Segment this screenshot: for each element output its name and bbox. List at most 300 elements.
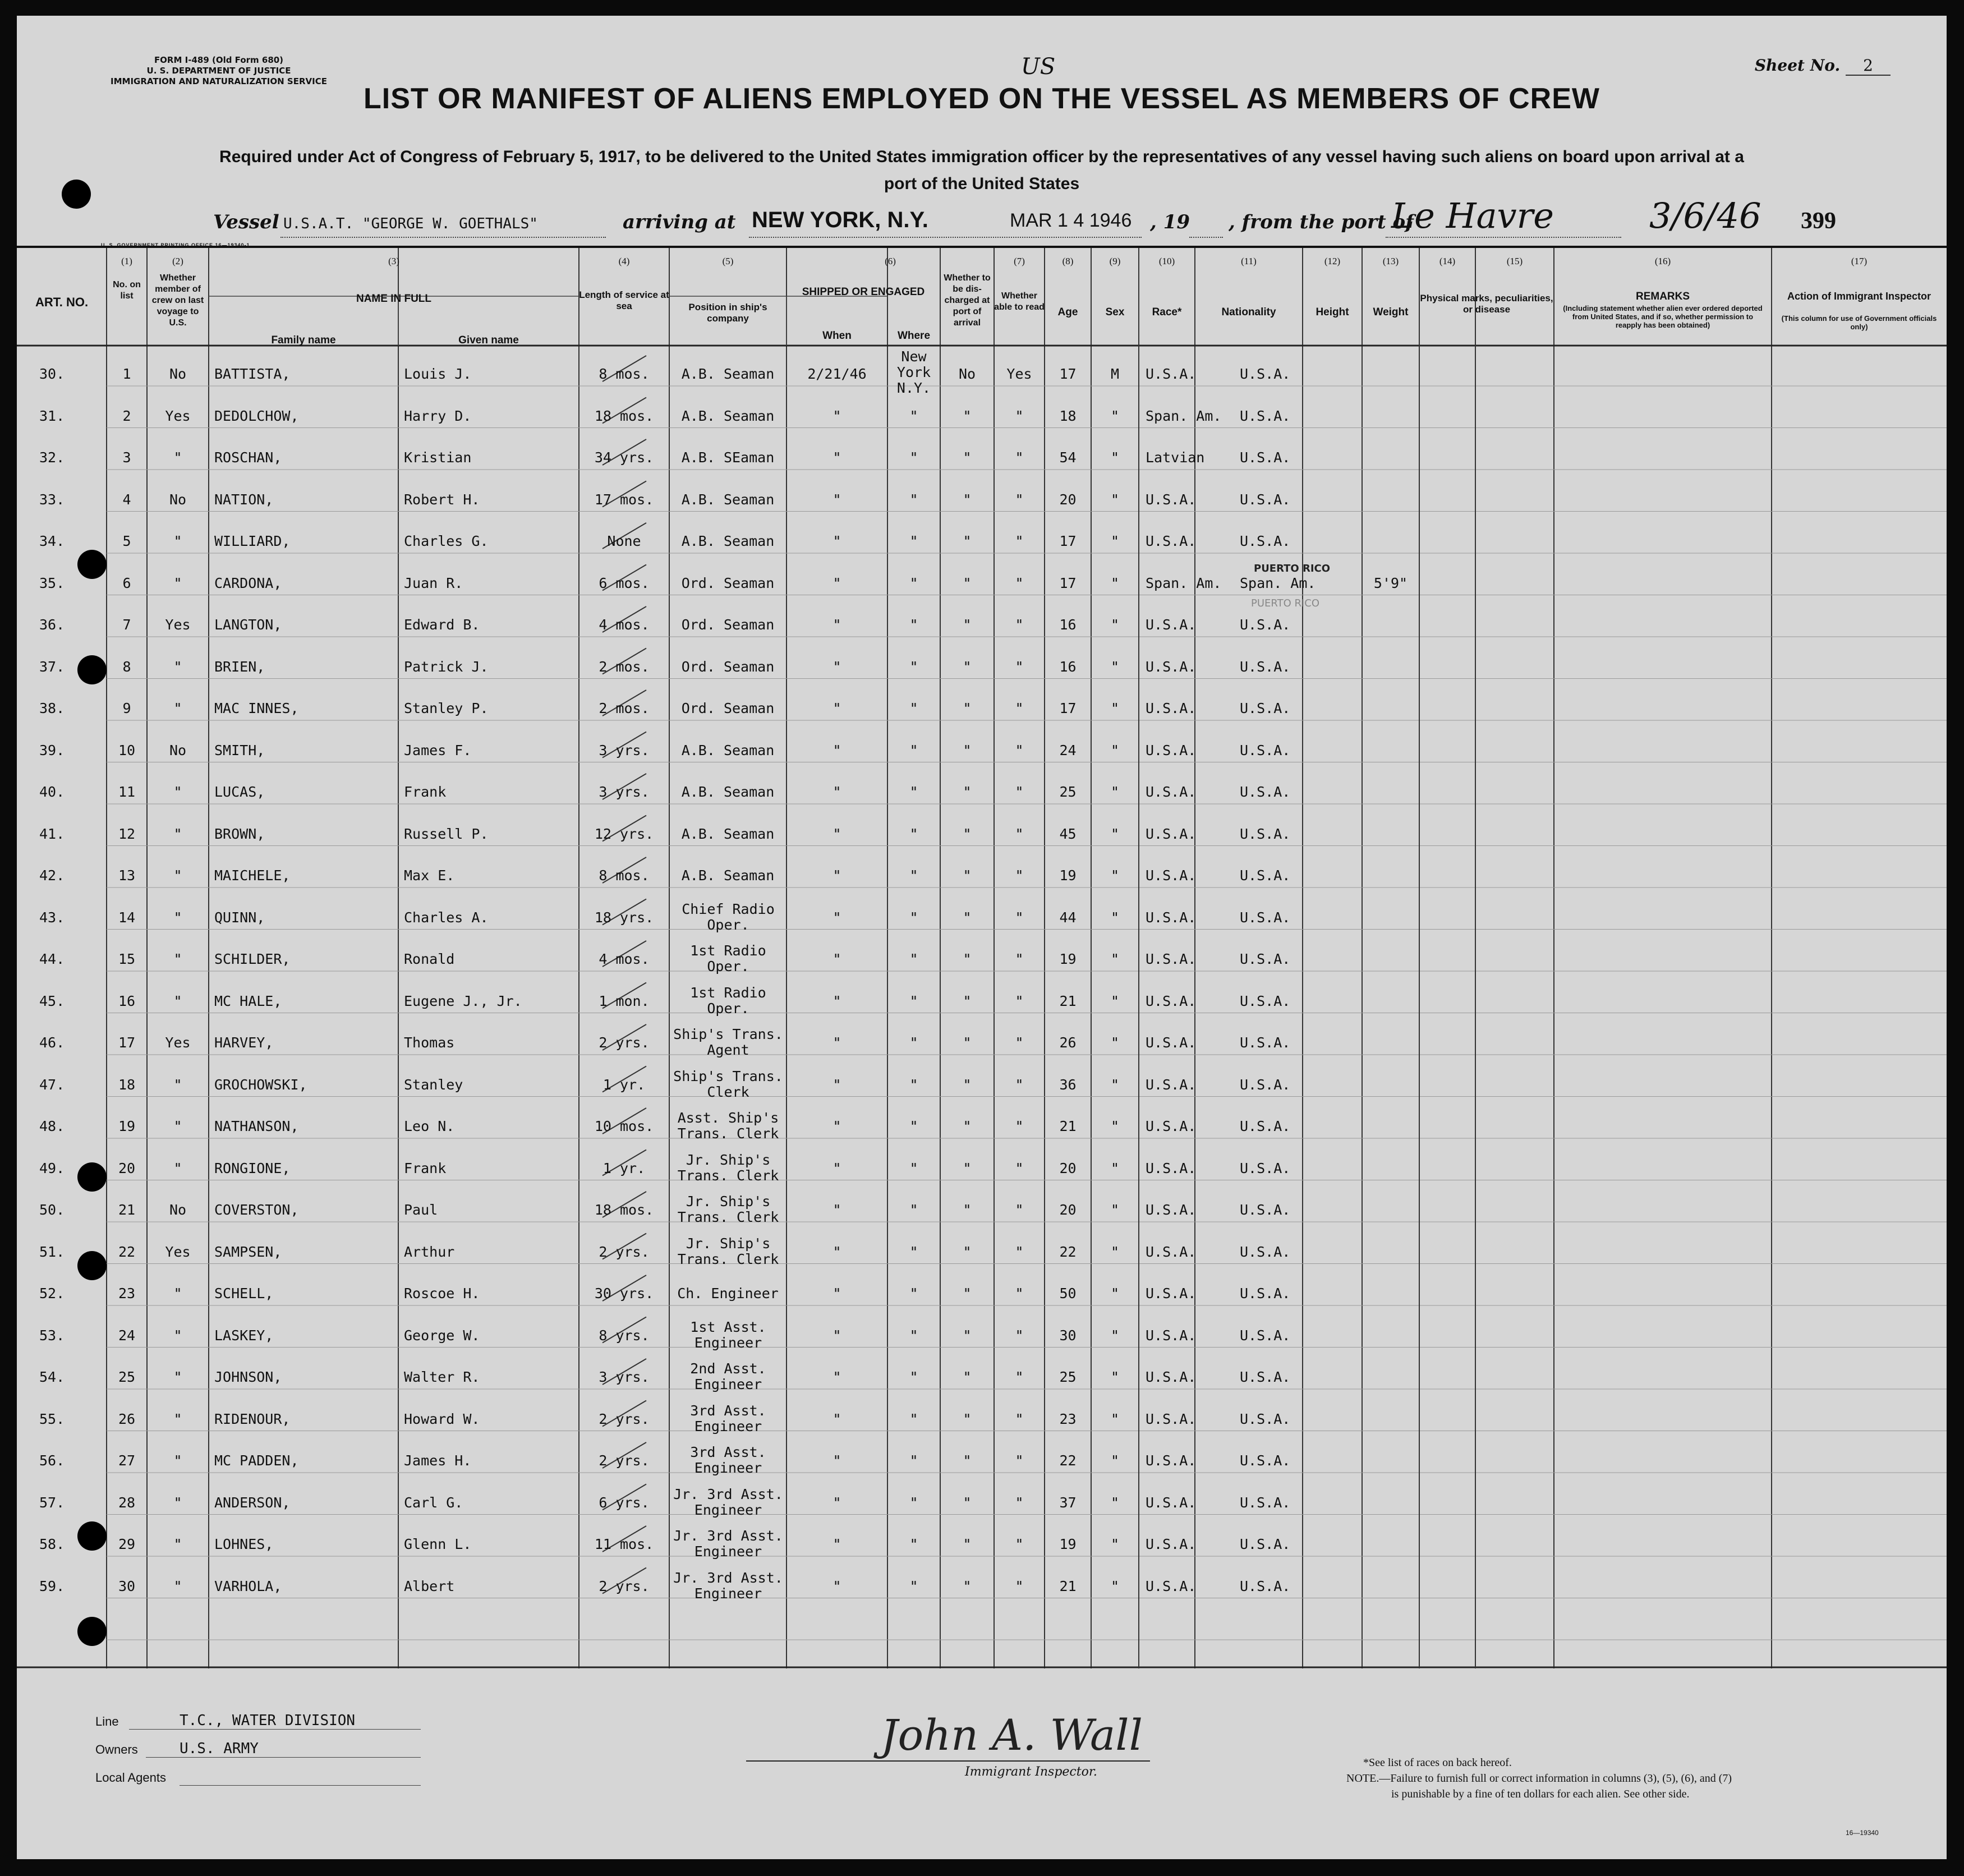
position-in-company: 2nd Asst. Engineer — [690, 1360, 766, 1392]
race-value: U.S.A. — [1146, 1536, 1197, 1552]
able-to-read-value: " — [1015, 1452, 1024, 1469]
shipped-when: " — [832, 1536, 841, 1552]
sex-value: " — [1110, 1410, 1120, 1427]
art-number: 44. — [39, 951, 65, 967]
list-number: 28 — [118, 1494, 136, 1511]
sex-value: " — [1110, 825, 1120, 842]
family-name: VARHOLA, — [214, 1578, 282, 1594]
given-name: Louis J. — [404, 366, 472, 382]
discharged-value: " — [963, 449, 972, 466]
race-value: U.S.A. — [1146, 867, 1197, 884]
sex-value: " — [1110, 909, 1120, 926]
list-number: 3 — [122, 449, 131, 466]
column-number: (3) — [388, 256, 399, 266]
race-value: U.S.A. — [1146, 366, 1197, 382]
position-in-company: A.B. Seaman — [681, 491, 775, 508]
family-name: ROSCHAN, — [214, 449, 282, 466]
manifest-number: 399 — [1801, 208, 1836, 234]
shipped-where: " — [909, 1410, 918, 1427]
service-length: 18 yrs. — [594, 909, 654, 926]
header-when: When — [822, 330, 852, 342]
nationality-value: U.S.A. — [1240, 1410, 1291, 1427]
race-value: U.S.A. — [1146, 1410, 1197, 1427]
art-number: 46. — [39, 1034, 65, 1051]
age-value: 21 — [1059, 1578, 1077, 1594]
discharged-value: " — [963, 533, 972, 549]
shipped-when: " — [832, 1202, 841, 1218]
family-name: HARVEY, — [214, 1034, 274, 1051]
able-to-read-value: " — [1015, 1160, 1024, 1176]
shipped-when: " — [832, 1160, 841, 1176]
handwritten-date: 3/6/46 — [1649, 195, 1761, 236]
discharged-value: " — [963, 1536, 972, 1552]
list-number: 30 — [118, 1578, 136, 1594]
shipped-when: " — [832, 992, 841, 1009]
age-value: 21 — [1059, 992, 1077, 1009]
art-number: 40. — [39, 784, 65, 800]
given-name: George W. — [404, 1327, 480, 1344]
discharged-value: " — [963, 1243, 972, 1260]
race-value: U.S.A. — [1146, 909, 1197, 926]
sex-value: " — [1110, 533, 1120, 549]
owners-label: Owners — [95, 1742, 138, 1757]
service-length: 6 mos. — [599, 574, 650, 591]
nationality-value: U.S.A. — [1240, 366, 1291, 382]
sex-value: " — [1110, 1452, 1120, 1469]
last-voyage-value: No — [169, 742, 187, 758]
last-voyage-value: " — [173, 867, 182, 884]
nationality-value: U.S.A. — [1240, 1285, 1291, 1302]
art-number: 35. — [39, 574, 65, 591]
nationality-value: U.S.A. — [1240, 449, 1291, 466]
nationality-value: U.S.A. — [1240, 951, 1291, 967]
shipped-where: " — [909, 658, 918, 675]
race-value: U.S.A. — [1146, 1369, 1197, 1385]
shipped-where: " — [909, 1076, 918, 1093]
race-value: U.S.A. — [1146, 1118, 1197, 1134]
last-voyage-value: Yes — [165, 407, 191, 424]
family-name: LOHNES, — [214, 1536, 274, 1552]
race-value: U.S.A. — [1146, 992, 1197, 1009]
last-voyage-value: " — [173, 1452, 182, 1469]
punch-hole — [77, 1251, 107, 1280]
position-in-company: Ord. Seaman — [681, 574, 775, 591]
shipped-where: " — [909, 1452, 918, 1469]
header-given-name: Given name — [458, 334, 519, 346]
age-value: 17 — [1059, 533, 1077, 549]
shipped-where: " — [909, 1327, 918, 1344]
arrival-date-stamp: MAR 1 4 1946 — [1010, 210, 1132, 231]
service-length: 8 mos. — [599, 867, 650, 884]
sex-value: " — [1110, 1369, 1120, 1385]
family-name: SMITH, — [214, 742, 265, 758]
position-in-company: Jr. Ship's Trans. Clerk — [677, 1193, 779, 1225]
shipped-where: " — [909, 825, 918, 842]
given-name: Albert — [404, 1578, 455, 1594]
service-length: None — [607, 533, 641, 549]
last-voyage-value: No — [169, 1202, 187, 1218]
column-number: (14) — [1439, 256, 1456, 266]
list-number: 17 — [118, 1034, 136, 1051]
shipped-where: " — [909, 1578, 918, 1594]
list-number: 27 — [118, 1452, 136, 1469]
inspector-signature: John A. Wall — [881, 1710, 1143, 1760]
age-value: 19 — [1059, 951, 1077, 967]
given-name: Edward B. — [404, 617, 480, 633]
able-to-read-value: " — [1015, 1285, 1024, 1302]
given-name: Patrick J. — [404, 658, 489, 675]
discharged-value: " — [963, 407, 972, 424]
able-to-read-value: " — [1015, 449, 1024, 466]
shipped-where: " — [909, 1536, 918, 1552]
shipped-when: " — [832, 1578, 841, 1594]
list-number: 1 — [122, 366, 131, 382]
able-to-read-value: " — [1015, 574, 1024, 591]
given-name: Charles G. — [404, 533, 489, 549]
shipped-when: " — [832, 658, 841, 675]
service-length: 8 mos. — [599, 366, 650, 382]
nationality-value: U.S.A. — [1240, 617, 1291, 633]
position-in-company: A.B. Seaman — [681, 366, 775, 382]
header-art-no: ART. NO. — [35, 295, 89, 309]
service-length: 1 mon. — [599, 992, 650, 1009]
race-value: Span. Am. — [1146, 574, 1222, 591]
discharged-value: No — [958, 366, 976, 382]
able-to-read-value: " — [1015, 1494, 1024, 1511]
given-name: Max E. — [404, 867, 455, 884]
last-voyage-value: No — [169, 491, 187, 508]
position-in-company: Jr. Ship's Trans. Clerk — [677, 1235, 779, 1267]
subtitle-line-2: port of the United States — [884, 174, 1080, 193]
service-length: 1 yr. — [602, 1160, 646, 1176]
header-family-name: Family name — [271, 334, 336, 346]
header-nationality: Nationality — [1221, 306, 1276, 318]
discharged-value: " — [963, 825, 972, 842]
nationality-value: U.S.A. — [1240, 1076, 1291, 1093]
nationality-value: U.S.A. — [1240, 491, 1291, 508]
able-to-read-value: " — [1015, 700, 1024, 716]
race-value: U.S.A. — [1146, 617, 1197, 633]
given-name: Arthur — [404, 1243, 455, 1260]
discharged-value: " — [963, 1118, 972, 1134]
art-number: 45. — [39, 992, 65, 1009]
given-name: Carl G. — [404, 1494, 463, 1511]
race-value: Latvian — [1146, 449, 1205, 466]
last-voyage-value: " — [173, 825, 182, 842]
list-number: 10 — [118, 742, 136, 758]
art-number: 41. — [39, 825, 65, 842]
discharged-value: " — [963, 700, 972, 716]
from-port-label: , from the port of — [1229, 211, 1414, 233]
header-remarks: REMARKS — [1635, 291, 1690, 302]
discharged-value: " — [963, 1410, 972, 1427]
shipped-when: " — [832, 617, 841, 633]
position-in-company: Jr. 3rd Asst. Engineer — [673, 1569, 783, 1602]
shipped-where: " — [909, 1494, 918, 1511]
discharged-value: " — [963, 658, 972, 675]
list-number: 23 — [118, 1285, 136, 1302]
header-able-to-read: Whether able to read — [994, 291, 1045, 312]
art-number: 57. — [39, 1494, 65, 1511]
position-in-company: 1st Asst. Engineer — [690, 1318, 766, 1351]
signature-rule — [746, 1760, 1150, 1762]
able-to-read-value: " — [1015, 1536, 1024, 1552]
punch-hole — [77, 1521, 107, 1551]
given-name: Robert H. — [404, 491, 480, 508]
footnote-line-1: *See list of races on back hereof. — [1363, 1757, 1512, 1769]
art-number: 51. — [39, 1243, 65, 1260]
discharged-value: " — [963, 1452, 972, 1469]
discharged-value: " — [963, 617, 972, 633]
discharged-value: " — [963, 992, 972, 1009]
last-voyage-value: " — [173, 533, 182, 549]
given-name: Stanley — [404, 1076, 463, 1093]
given-name: James F. — [404, 742, 472, 758]
given-name: Ronald — [404, 951, 455, 967]
list-number: 7 — [122, 617, 131, 633]
art-number: 38. — [39, 700, 65, 716]
list-number: 26 — [118, 1410, 136, 1427]
sex-value: " — [1110, 992, 1120, 1009]
shipped-where: " — [909, 617, 918, 633]
nationality-value: U.S.A. — [1240, 700, 1291, 716]
discharged-value: " — [963, 1034, 972, 1051]
service-length: 3 yrs. — [599, 1369, 650, 1385]
family-name: SAMPSEN, — [214, 1243, 282, 1260]
shipped-where: " — [909, 742, 918, 758]
race-value: U.S.A. — [1146, 1076, 1197, 1093]
position-in-company: A.B. Seaman — [681, 742, 775, 758]
position-in-company: 3rd Asst. Engineer — [690, 1402, 766, 1434]
service-length: 18 mos. — [594, 407, 654, 424]
family-name: WILLIARD, — [214, 533, 291, 549]
punch-hole — [62, 180, 91, 209]
column-number: (17) — [1851, 256, 1868, 266]
service-length: 2 yrs. — [599, 1452, 650, 1469]
family-name: MAC INNES, — [214, 700, 299, 716]
family-name: COVERSTON, — [214, 1202, 299, 1218]
sex-value: " — [1110, 574, 1120, 591]
able-to-read-value: " — [1015, 1034, 1024, 1051]
art-number: 42. — [39, 867, 65, 884]
race-value: U.S.A. — [1146, 1578, 1197, 1594]
sex-value: " — [1110, 951, 1120, 967]
list-number: 6 — [122, 574, 131, 591]
age-value: 22 — [1059, 1452, 1077, 1469]
last-voyage-value: " — [173, 1536, 182, 1552]
list-number: 16 — [118, 992, 136, 1009]
art-number: 33. — [39, 491, 65, 508]
able-to-read-value: " — [1015, 1202, 1024, 1218]
discharged-value: " — [963, 1494, 972, 1511]
shipped-where: " — [909, 491, 918, 508]
header-race: Race* — [1152, 306, 1182, 318]
header-height: Height — [1316, 306, 1349, 318]
discharged-value: " — [963, 1285, 972, 1302]
column-number: (4) — [618, 256, 630, 266]
age-value: 25 — [1059, 1369, 1077, 1385]
column-number: (11) — [1241, 256, 1257, 266]
art-number: 39. — [39, 742, 65, 758]
line-value: T.C., WATER DIVISION — [180, 1712, 356, 1729]
art-number: 36. — [39, 617, 65, 633]
art-number: 47. — [39, 1076, 65, 1093]
able-to-read-value: " — [1015, 1410, 1024, 1427]
page-subtitle — [118, 144, 1846, 197]
service-length: 30 yrs. — [594, 1285, 654, 1302]
from-port-value: Le Havre — [1391, 195, 1554, 236]
position-in-company: A.B. SEaman — [681, 449, 775, 466]
age-value: 45 — [1059, 825, 1077, 842]
able-to-read-value: " — [1015, 1369, 1024, 1385]
last-voyage-value: Yes — [165, 1034, 191, 1051]
art-number: 32. — [39, 449, 65, 466]
family-name: MC PADDEN, — [214, 1452, 299, 1469]
header-no-on-list: No. on list — [113, 280, 141, 301]
given-name: Juan R. — [404, 574, 463, 591]
shipped-when: " — [832, 1243, 841, 1260]
given-name: Walter R. — [404, 1369, 480, 1385]
given-name: Glenn L. — [404, 1536, 472, 1552]
race-value: U.S.A. — [1146, 1327, 1197, 1344]
nationality-value: U.S.A. — [1240, 658, 1291, 675]
vessel-label: Vessel — [213, 211, 279, 233]
list-number: 19 — [118, 1118, 136, 1134]
family-name: MC HALE, — [214, 992, 282, 1009]
nationality-value: U.S.A. — [1240, 1118, 1291, 1134]
age-value: 20 — [1059, 1160, 1077, 1176]
sex-value: " — [1110, 1034, 1120, 1051]
arriving-port-stamp: NEW YORK, N.Y. — [752, 208, 928, 232]
list-number: 15 — [118, 951, 136, 967]
last-voyage-value: " — [173, 1410, 182, 1427]
header-name-in-full: NAME IN FULL — [356, 293, 432, 305]
age-value: 20 — [1059, 1202, 1077, 1218]
position-in-company: Ch. Engineer — [677, 1285, 779, 1302]
family-name: LANGTON, — [214, 617, 282, 633]
column-number: (12) — [1324, 256, 1341, 266]
nationality-value: U.S.A. — [1240, 1369, 1291, 1385]
column-number: (10) — [1158, 256, 1175, 266]
manifest-sheet — [17, 16, 1947, 1859]
nationality-value: U.S.A. — [1240, 1536, 1291, 1552]
art-number: 37. — [39, 658, 65, 675]
header-weight: Weight — [1373, 306, 1409, 318]
shipped-when: " — [832, 491, 841, 508]
sex-value: " — [1110, 1202, 1120, 1218]
shipped-where: " — [909, 1118, 918, 1134]
list-number: 25 — [118, 1369, 136, 1385]
last-voyage-value: " — [173, 1578, 182, 1594]
given-name: Kristian — [404, 449, 472, 466]
discharged-value: " — [963, 909, 972, 926]
able-to-read-value: " — [1015, 742, 1024, 758]
art-number: 52. — [39, 1285, 65, 1302]
able-to-read-value: " — [1015, 992, 1024, 1009]
shipped-when: " — [832, 825, 841, 842]
art-number: 31. — [39, 407, 65, 424]
age-value: 21 — [1059, 1118, 1077, 1134]
art-number: 30. — [39, 366, 65, 382]
vessel-line — [213, 195, 1840, 239]
able-to-read-value: " — [1015, 867, 1024, 884]
position-in-company: A.B. Seaman — [681, 825, 775, 842]
age-value: 44 — [1059, 909, 1077, 926]
able-to-read-value: " — [1015, 1118, 1024, 1134]
sheet-number-value: 2 — [1846, 56, 1891, 76]
service-length: 2 mos. — [599, 700, 650, 716]
age-value: 19 — [1059, 1536, 1077, 1552]
race-value: U.S.A. — [1146, 1034, 1197, 1051]
shipped-where: New York N.Y. — [896, 348, 931, 396]
punch-hole — [77, 655, 107, 684]
shipped-where: " — [909, 1285, 918, 1302]
list-number: 14 — [118, 909, 136, 926]
last-voyage-value: " — [173, 574, 182, 591]
discharged-value: " — [963, 1160, 972, 1176]
sex-value: " — [1110, 407, 1120, 424]
sex-value: " — [1110, 1285, 1120, 1302]
last-voyage-value: " — [173, 449, 182, 466]
footnote — [1346, 1755, 1907, 1802]
service-length: 4 mos. — [599, 617, 650, 633]
sex-value: " — [1110, 1578, 1120, 1594]
last-voyage-value: " — [173, 1369, 182, 1385]
race-value: U.S.A. — [1146, 951, 1197, 967]
nationality-value: U.S.A. — [1240, 1034, 1291, 1051]
race-value: U.S.A. — [1146, 658, 1197, 675]
given-name: Russell P. — [404, 825, 489, 842]
local-agents-label: Local Agents — [95, 1771, 166, 1785]
last-voyage-value: " — [173, 951, 182, 967]
nationality-value: U.S.A. — [1240, 992, 1291, 1009]
sex-value: " — [1110, 1494, 1120, 1511]
given-name: Frank — [404, 784, 447, 800]
list-number: 12 — [118, 825, 136, 842]
owners-value: U.S. ARMY — [180, 1740, 259, 1757]
given-name: Charles A. — [404, 909, 489, 926]
sex-value: " — [1110, 1076, 1120, 1093]
able-to-read-value: " — [1015, 825, 1024, 842]
race-value: U.S.A. — [1146, 742, 1197, 758]
able-to-read-value: " — [1015, 951, 1024, 967]
discharged-value: " — [963, 1327, 972, 1344]
last-voyage-value: " — [173, 1285, 182, 1302]
given-name: Paul — [404, 1202, 438, 1218]
given-name: Stanley P. — [404, 700, 489, 716]
family-name: ANDERSON, — [214, 1494, 291, 1511]
shipped-where: " — [909, 574, 918, 591]
last-voyage-value: " — [173, 909, 182, 926]
last-voyage-value: " — [173, 992, 182, 1009]
family-name: DEDOLCHOW, — [214, 407, 299, 424]
able-to-read-value: " — [1015, 784, 1024, 800]
race-value: Span. Am. — [1146, 407, 1222, 424]
race-value: U.S.A. — [1146, 533, 1197, 549]
punch-hole — [77, 1162, 107, 1192]
age-value: 23 — [1059, 1410, 1077, 1427]
service-length: 11 mos. — [594, 1536, 654, 1552]
service-length: 3 yrs. — [599, 742, 650, 758]
column-number: (13) — [1382, 256, 1399, 266]
age-value: 17 — [1059, 366, 1077, 382]
last-voyage-value: " — [173, 1076, 182, 1093]
last-voyage-value: Yes — [165, 617, 191, 633]
service-length: 12 yrs. — [594, 825, 654, 842]
nationality-annotation: PUERTO RICO — [1251, 597, 1320, 609]
family-name: QUINN, — [214, 909, 265, 926]
shipped-where: " — [909, 867, 918, 884]
